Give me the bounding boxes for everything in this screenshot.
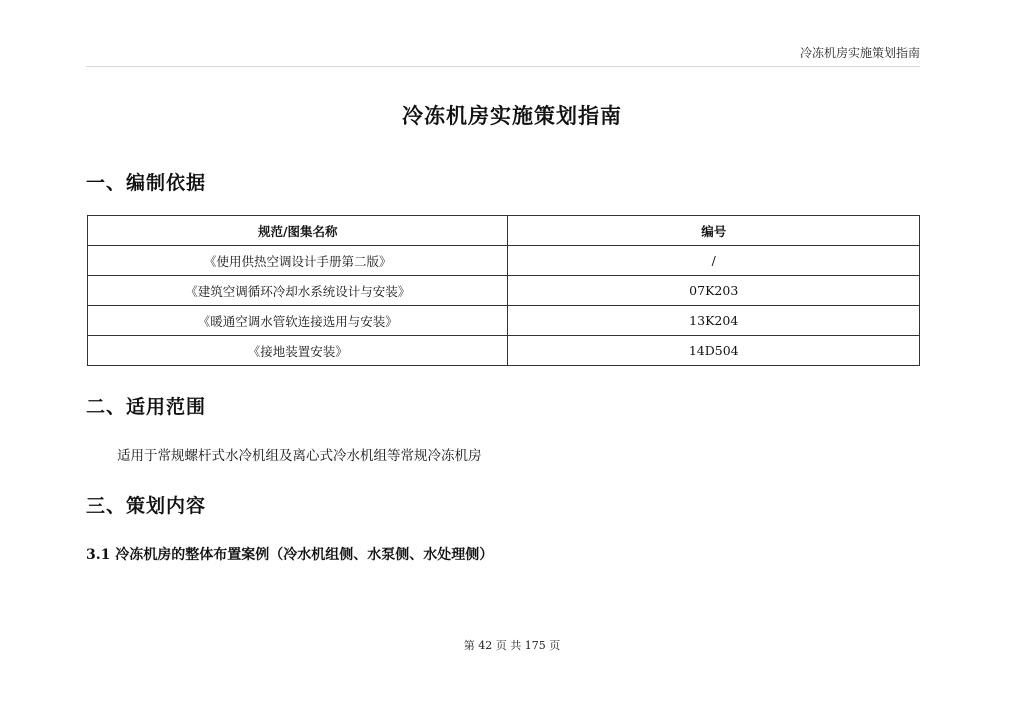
page-number-footer: 第 42 页 共 175 页 — [463, 639, 561, 652]
section-heading-content: 三、策划内容 — [86, 495, 207, 517]
table-row — [88, 276, 920, 306]
column-header-name: 规范/图集名称 — [88, 216, 508, 246]
standards-table — [87, 215, 920, 366]
table-row — [88, 246, 920, 276]
table-row — [88, 336, 920, 366]
standard-name-cell: 《暖通空调水管软连接选用与安装》 — [88, 306, 508, 336]
standard-name-cell: 《接地装置安装》 — [88, 336, 508, 366]
scope-paragraph: 适用于常规螺杆式水冷机组及离心式冷水机组等常规冷冻机房 — [117, 448, 482, 464]
document-title: 冷冻机房实施策划指南 — [402, 103, 622, 128]
section-heading-basis: 一、编制依据 — [86, 172, 207, 194]
subsection-heading: 3.1 冷冻机房的整体布置案例（冷水机组侧、水泵侧、水处理侧） — [86, 547, 494, 563]
standard-code-cell: 07K203 — [508, 276, 920, 306]
standard-code-cell: 14D504 — [508, 336, 920, 366]
standard-name-cell: 《使用供热空调设计手册第二版》 — [88, 246, 508, 276]
standard-name-cell: 《建筑空调循环冷却水系统设计与安装》 — [88, 276, 508, 306]
section-heading-scope: 二、适用范围 — [86, 396, 207, 418]
standard-code-cell: / — [508, 246, 920, 276]
column-header-code: 编号 — [508, 216, 920, 246]
table-row — [88, 306, 920, 336]
header-divider — [86, 66, 920, 67]
table-header-row — [88, 216, 920, 246]
standard-code-cell: 13K204 — [508, 306, 920, 336]
running-header: 冷冻机房实施策划指南 — [799, 46, 920, 60]
